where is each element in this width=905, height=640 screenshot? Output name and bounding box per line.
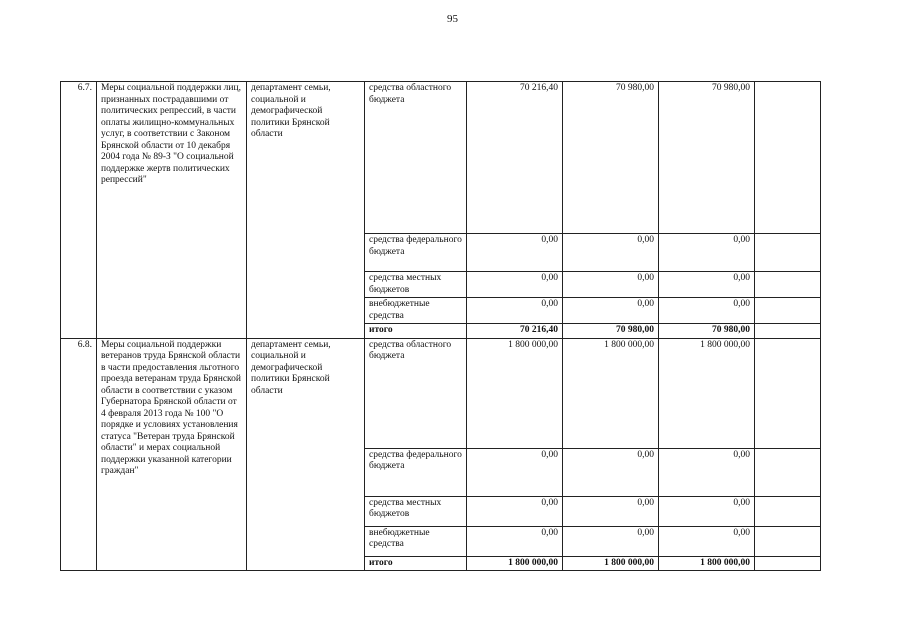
amount-1: 0,00 — [467, 448, 563, 496]
amount-3: 70 980,00 — [659, 82, 755, 234]
amount-2: 70 980,00 — [563, 82, 659, 234]
amount-2: 0,00 — [563, 448, 659, 496]
amount-3: 0,00 — [659, 448, 755, 496]
amount-2: 1 800 000,00 — [563, 338, 659, 448]
measure-description: Меры социальной поддержки лиц, признанных пострадавшими от политических репрессий, в части оплаты жилищно-коммунальных услуг, в соответствии с Законом Брянской области от 10 декабря 2004 года № 89-З "О социальной поддержке жертв политических репрессий" — [97, 82, 247, 339]
amount-3: 1 800 000,00 — [659, 338, 755, 448]
amount-3: 0,00 — [659, 272, 755, 298]
amount-1: 1 800 000,00 — [467, 338, 563, 448]
amount-3: 0,00 — [659, 234, 755, 272]
amount-1: 0,00 — [467, 526, 563, 556]
page-number: 95 — [447, 13, 458, 25]
amount-2: 0,00 — [563, 234, 659, 272]
measure-executor: департамент семьи, социальной и демографической политики Брянской области — [247, 338, 365, 571]
measure-code: 6.7. — [61, 82, 97, 339]
total-amount-2: 70 980,00 — [563, 324, 659, 339]
amount-2: 0,00 — [563, 272, 659, 298]
amount-3: 0,00 — [659, 298, 755, 324]
funding-source: средства федерального бюджета — [365, 234, 467, 272]
budget-table — [60, 81, 821, 571]
amount-1: 70 216,40 — [467, 82, 563, 234]
total-amount-4 — [755, 556, 821, 571]
amount-4 — [755, 234, 821, 272]
funding-source-total: итого — [365, 556, 467, 571]
total-amount-1: 1 800 000,00 — [467, 556, 563, 571]
funding-source: внебюджетные средства — [365, 298, 467, 324]
funding-source: средства федерального бюджета — [365, 448, 467, 496]
amount-2: 0,00 — [563, 496, 659, 526]
amount-1: 0,00 — [467, 234, 563, 272]
amount-3: 0,00 — [659, 496, 755, 526]
funding-source: средства областного бюджета — [365, 338, 467, 448]
measure-code: 6.8. — [61, 338, 97, 571]
funding-source: внебюджетные средства — [365, 526, 467, 556]
amount-1: 0,00 — [467, 272, 563, 298]
amount-1: 0,00 — [467, 496, 563, 526]
total-amount-1: 70 216,40 — [467, 324, 563, 339]
funding-source: средства местных бюджетов — [365, 272, 467, 298]
amount-2: 0,00 — [563, 526, 659, 556]
amount-4 — [755, 298, 821, 324]
amount-4 — [755, 526, 821, 556]
amount-4 — [755, 272, 821, 298]
funding-source: средства местных бюджетов — [365, 496, 467, 526]
amount-1: 0,00 — [467, 298, 563, 324]
amount-4 — [755, 496, 821, 526]
amount-3: 0,00 — [659, 526, 755, 556]
total-amount-4 — [755, 324, 821, 339]
total-amount-2: 1 800 000,00 — [563, 556, 659, 571]
measure-description: Меры социальной поддержки ветеранов труда Брянской области в части предоставления льготного проезда ветеранам труда Брянской области в соответствии с указом Губернатора Брянской области от 4 февраля 2013 года № 100 "О порядке и условиях установления статуса "Ветеран труда Брянской области" и мерах социальной поддержки указанной категории граждан" — [97, 338, 247, 571]
amount-2: 0,00 — [563, 298, 659, 324]
total-amount-3: 1 800 000,00 — [659, 556, 755, 571]
funding-source: средства областного бюджета — [365, 82, 467, 234]
total-amount-3: 70 980,00 — [659, 324, 755, 339]
table-row — [61, 338, 821, 448]
funding-source-total: итого — [365, 324, 467, 339]
amount-4 — [755, 82, 821, 234]
amount-4 — [755, 338, 821, 448]
table-row — [61, 82, 821, 234]
measure-executor: департамент семьи, социальной и демографической политики Брянской области — [247, 82, 365, 339]
amount-4 — [755, 448, 821, 496]
